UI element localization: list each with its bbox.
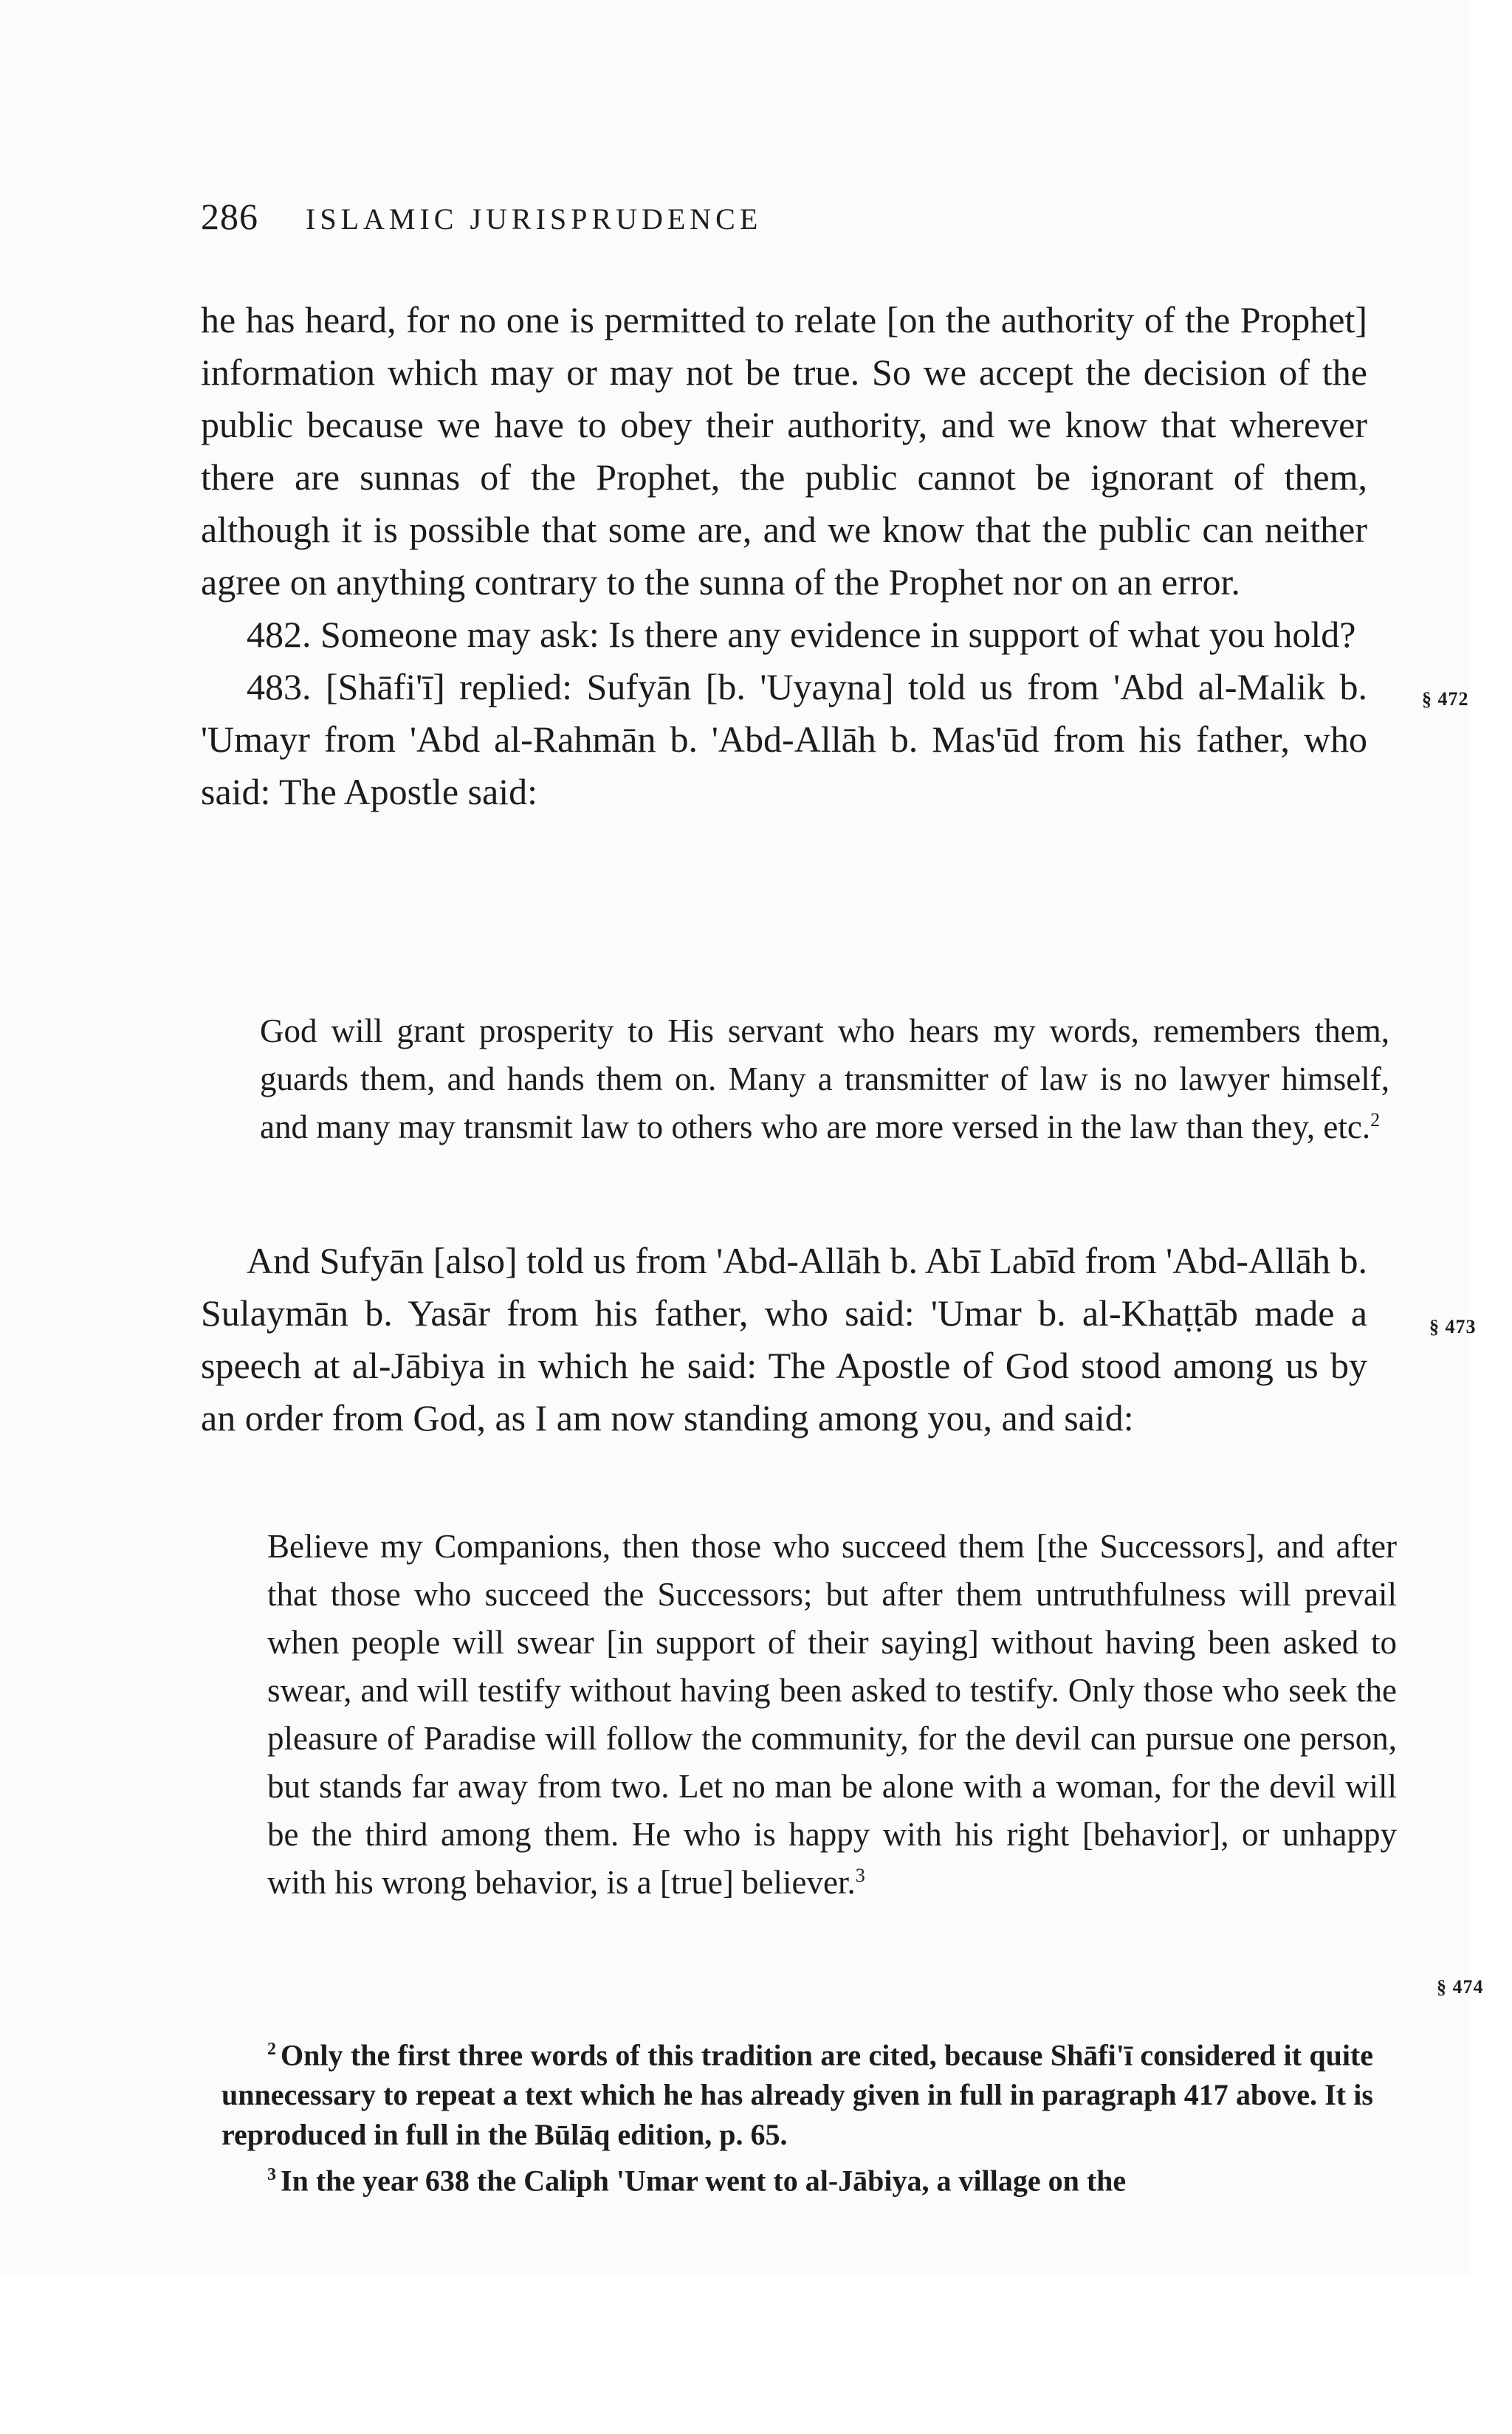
paragraph-continuation: he has heard, for no one is permitted to relate [on the authority of the Prophet] information which may or may not be true. So we accept the decision of the public because we have to obey their authority, and we know that wherever there are sunnas of the Prophet, the public cannot be ignorant of them, although it is possible that some are, and we know that the public can neither agree on anything contrary to the sunna of the Prophet nor on an error. xyxy=(201,299,1367,603)
main-text-block-1 xyxy=(201,294,1367,818)
footnote-text: In the year 638 the Caliph 'Umar went to al-Jābiya, a village on the xyxy=(281,2164,1127,2198)
footnote-text: Only the first three words of this tradition are cited, because Shāfi'ī considered it quite unnecessary to repeat a text which he has already given in full in paragraph 417 above. It is reproduced in full in the Būlāq edition, p. 65. xyxy=(221,2038,1373,2152)
footnote xyxy=(221,2029,1373,2155)
quote-text: God will grant prosperity to His servant who hears my words, remembers them, guards them, and hands them on. Many a transmitter of law is no lawyer himself, and many may transmit law to others who are more versed in the law than they, etc. xyxy=(260,1012,1389,1145)
footnote-mark: 2 xyxy=(267,2040,276,2059)
margin-note-474: § 474 xyxy=(1437,1976,1484,1998)
footnote-reference: 2 xyxy=(1370,1109,1381,1131)
margin-note-473: § 473 xyxy=(1429,1316,1477,1337)
footnotes xyxy=(221,2029,1373,2201)
quoted-tradition-2 xyxy=(267,1523,1397,1907)
running-title: ISLAMIC JURISPRUDENCE xyxy=(306,202,763,236)
paragraph-482: 482. Someone may ask: Is there any evidence in support of what you hold? xyxy=(247,614,1356,655)
page-header xyxy=(201,195,762,238)
page-number: 286 xyxy=(201,196,258,237)
main-text-block-2 xyxy=(201,1235,1367,1444)
paragraph-sufyan: And Sufyān [also] told us from 'Abd-Allāh b. Abī Labīd from 'Abd-Allāh b. Sulaymān b. Yasār from his father, who said: 'Umar b. al-Khaṭṭāb made a speech at al-Jābiya in which he said: The Apostle of God stood among us by an order from God, as I am now standing among you, and said: xyxy=(201,1240,1367,1439)
quote-text: Believe my Companions, then those who succeed them [the Successors], and after that those who succeed the Successors; but after them untruthfulness will prevail when people will swear [in support of their saying] without having been asked to swear, and will testify without having been asked to testify. Only those who seek the pleasure of Paradise will follow the community, for the devil can pursue one person, but stands far away from two. Let no man be alone with a woman, for the devil will be the third among them. He who is happy with his right [behavior], or unhappy with his wrong behavior, is a [true] believer. xyxy=(267,1528,1397,1901)
paragraph-483: 483. [Shāfi'ī] replied: Sufyān [b. 'Uyayna] told us from 'Abd al-Malik b. 'Umayr from 'Abd al-Rahmān b. 'Abd-Allāh b. Mas'ūd from his father, who said: The Apostle said: xyxy=(201,666,1367,812)
footnote-mark: 3 xyxy=(267,2165,276,2185)
margin-note-472: § 472 xyxy=(1422,688,1469,710)
quoted-tradition-1 xyxy=(260,1007,1389,1151)
footnote xyxy=(221,2155,1373,2201)
footnote-reference: 3 xyxy=(855,1865,865,1886)
